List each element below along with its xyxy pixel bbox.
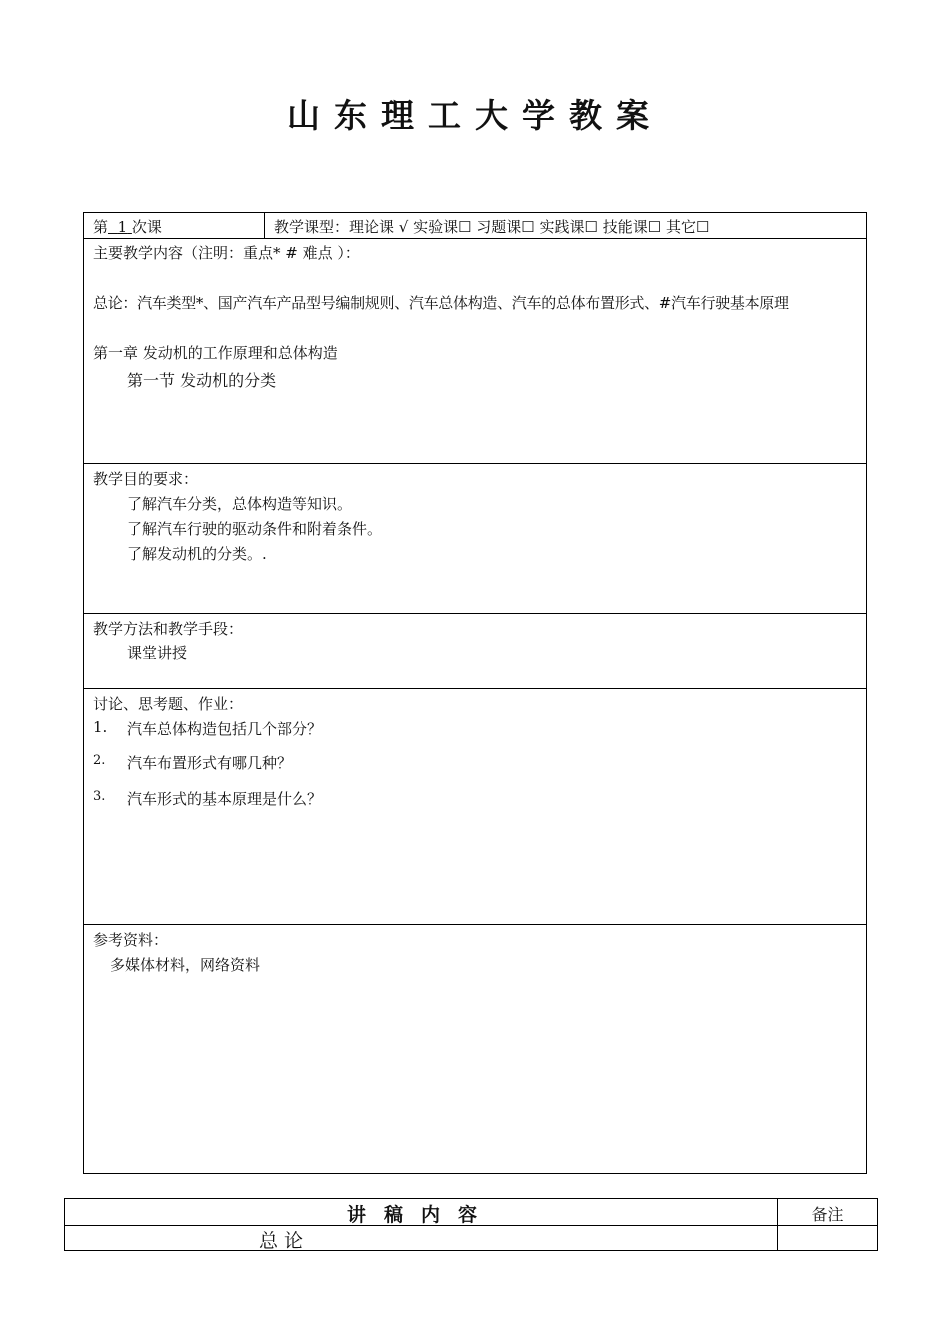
page-title: 山东理工大学教案 — [287, 96, 663, 135]
remark-header: 备注 — [811, 1205, 844, 1224]
discussion-item-num: 3. — [93, 789, 106, 804]
overview-text: 总论：汽车类型*、国产汽车产品型号编制规则、汽车总体构造、汽车的总体布置形式、#汽车行驶基本原理 — [93, 294, 789, 312]
lesson-prefix: 第 — [93, 218, 109, 236]
lesson-suffix: 次课 — [131, 218, 162, 236]
lesson-number-cell — [84, 213, 264, 238]
references-heading: 参考资料： — [93, 931, 169, 949]
discussion-item: 汽车总体构造包括几个部分？ — [127, 720, 323, 738]
chapter-title: 第一章 发动机的工作原理和总体构造 — [93, 344, 338, 362]
lecture-first-row: 总论 — [259, 1230, 310, 1252]
methods-section — [84, 613, 866, 688]
discussion-item-num: 2. — [93, 753, 106, 768]
objective-item: 了解汽车分类，总体构造等知识。 — [127, 495, 353, 513]
header-row — [84, 213, 866, 238]
discussion-item: 汽车布置形式有哪几种？ — [127, 754, 293, 772]
objective-item: 了解发动机的分类。. — [127, 545, 267, 563]
content-section — [84, 238, 866, 463]
discussion-item: 汽车形式的基本原理是什么？ — [127, 790, 323, 808]
section-title: 第一节 发动机的分类 — [127, 371, 277, 390]
discussion-section — [84, 688, 866, 924]
discussion-item-num: 1. — [93, 718, 108, 736]
methods-heading: 教学方法和教学手段： — [93, 620, 244, 638]
methods-text: 课堂讲授 — [127, 644, 188, 662]
objectives-section — [84, 463, 866, 613]
lecture-table — [64, 1198, 878, 1251]
course-type-text: 教学课型：理论课 √ 实验课☐ 习题课☐ 实践课☐ 技能课☐ 其它☐ — [274, 218, 710, 236]
discussion-heading: 讨论、思考题、作业： — [93, 695, 244, 713]
references-section — [84, 924, 866, 1174]
content-heading: 主要教学内容（注明：重点* # 难点 ）： — [93, 244, 360, 262]
lecture-title: 讲稿内容 — [346, 1204, 495, 1226]
lesson-plan-form — [83, 212, 867, 1174]
objectives-heading: 教学目的要求： — [93, 470, 199, 488]
course-type-cell — [264, 213, 866, 238]
objective-item: 了解汽车行驶的驱动条件和附着条件。 — [127, 520, 383, 538]
references-text: 多媒体材料，网络资料 — [110, 956, 261, 974]
lesson-number: 1 — [117, 218, 128, 236]
